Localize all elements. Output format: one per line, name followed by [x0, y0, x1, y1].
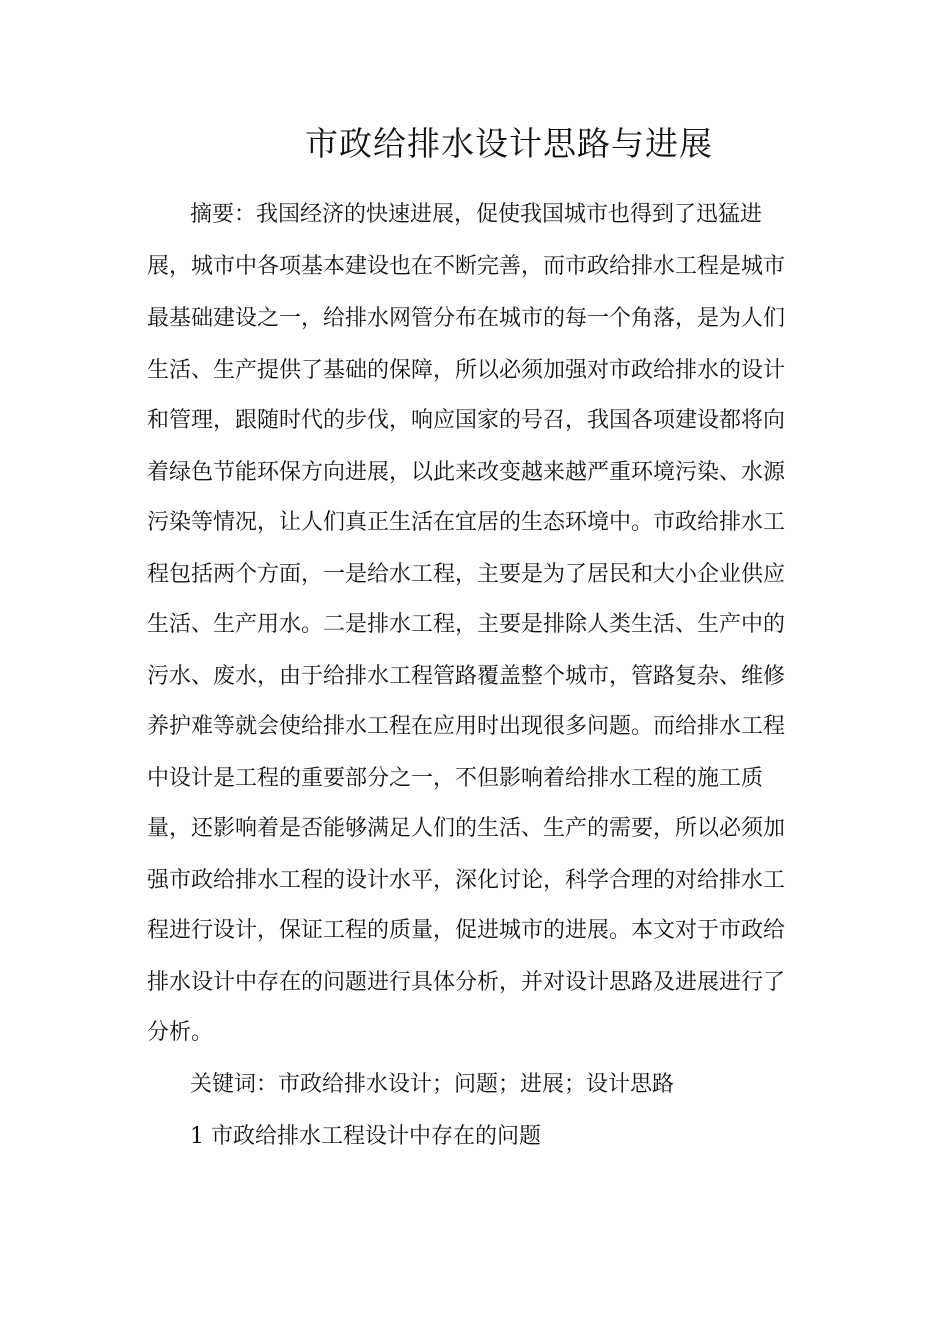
- keywords: 关键词：市政给排水设计；问题；进展；设计思路: [190, 1072, 675, 1097]
- abstract-line: 和管理，跟随时代的步伐，响应国家的号召，我国各项建设都将向: [147, 408, 786, 433]
- abstract-line: 生活、生产用水。二是排水工程，主要是排除人类生活、生产中的: [147, 612, 786, 637]
- abstract-line: 养护难等就会使给排水工程在应用时出现很多问题。而给排水工程: [147, 714, 786, 739]
- abstract-line: 展，城市中各项基本建设也在不断完善，而市政给排水工程是城市: [147, 254, 786, 279]
- abstract-line: 强市政给排水工程的设计水平，深化讨论，科学合理的对给排水工: [147, 868, 786, 893]
- abstract-line: 量，还影响着是否能够满足人们的生活、生产的需要，所以必须加: [147, 816, 786, 841]
- abstract-line: 摘要：我国经济的快速进展，促使我国城市也得到了迅猛进: [190, 202, 763, 227]
- section-heading: 1 市政给排水工程设计中存在的问题: [190, 1124, 541, 1149]
- abstract-line: 生活、生产提供了基础的保障，所以必须加强对市政给排水的设计: [147, 358, 786, 383]
- abstract-line: 分析。: [147, 1020, 214, 1045]
- abstract-line: 污染等情况，让人们真正生活在宜居的生态环境中。市政给排水工: [147, 510, 786, 535]
- abstract-line: 程包括两个方面，一是给水工程，主要是为了居民和大小企业供应: [147, 562, 786, 587]
- abstract-line: 程进行设计，保证工程的质量，促进城市的进展。本文对于市政给: [147, 918, 786, 943]
- abstract-line: 着绿色节能环保方向进展，以此来改变越来越严重环境污染、水源: [147, 460, 786, 485]
- abstract-line: 最基础建设之一，给排水网管分布在城市的每一个角落，是为人们: [147, 306, 786, 331]
- abstract-line: 排水设计中存在的问题进行具体分析，并对设计思路及进展进行了: [147, 970, 786, 995]
- abstract-line: 中设计是工程的重要部分之一，不但影响着给排水工程的施工质: [147, 766, 764, 791]
- abstract-line: 污水、废水，由于给排水工程管路覆盖整个城市，管路复杂、维修: [147, 664, 786, 689]
- document-title: 市政给排水设计思路与进展: [305, 124, 713, 163]
